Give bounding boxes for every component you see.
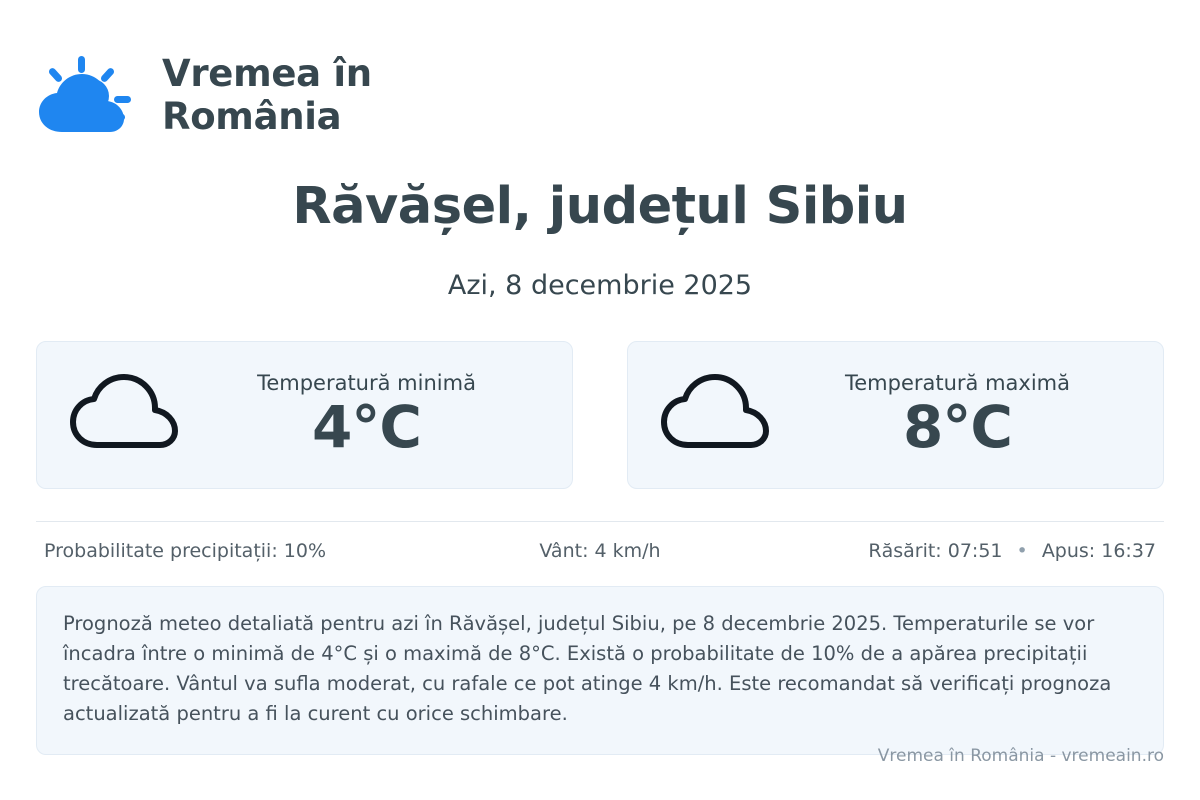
brand-title-line1: Vremea în [162,52,372,95]
min-temperature-value: 4°C [312,393,421,462]
page-date: Azi, 8 decembrie 2025 [447,269,753,301]
cloud-icon [656,369,776,461]
min-temperature-card [36,341,573,489]
min-temperature-body [189,371,544,462]
max-temperature-card [627,341,1164,489]
wind-stat: Vânt: 4 km/h [539,539,661,562]
temperature-cards [36,341,1164,489]
footer-credit: Vremea în România - vremeain.ro [877,746,1164,766]
sun-times-stat [785,540,1156,562]
brand-header [36,0,1164,139]
brand-title-line2: România [162,95,342,139]
cloud-icon [65,369,185,461]
sun-behind-cloud-icon [36,54,144,136]
stat-separator: • [1016,539,1028,562]
sunset-value: Apus: 16:37 [1041,539,1157,562]
max-temperature-label: Temperatură maximă [844,371,1071,396]
min-temperature-label: Temperatură minimă [257,371,476,396]
max-temperature-value: 8°C [903,393,1012,462]
precipitation-stat: Probabilitate precipitații: 10% [44,539,326,562]
max-temperature-body [780,371,1135,462]
forecast-description: Prognoză meteo detaliată pentru azi în Răvășel, județul Sibiu, pe 8 decembrie 2025. Temperaturile se vor încadra între o minimă de 4°C și o maximă de 8°C. Există o probabilitate de 10% de a apărea precipitații trecătoare. Vântul va sufla moderat, cu rafale ce pot atinge 4 km/h. Este recomandat să verificați prognoza actualizată pentru a fi la curent cu orice schimbare. [36,586,1164,755]
sunrise-value: Răsărit: 07:51 [868,539,1003,562]
page-title: Răvășel, județul Sibiu [292,176,908,236]
weather-stats-row [36,521,1164,578]
brand-title [162,52,372,139]
